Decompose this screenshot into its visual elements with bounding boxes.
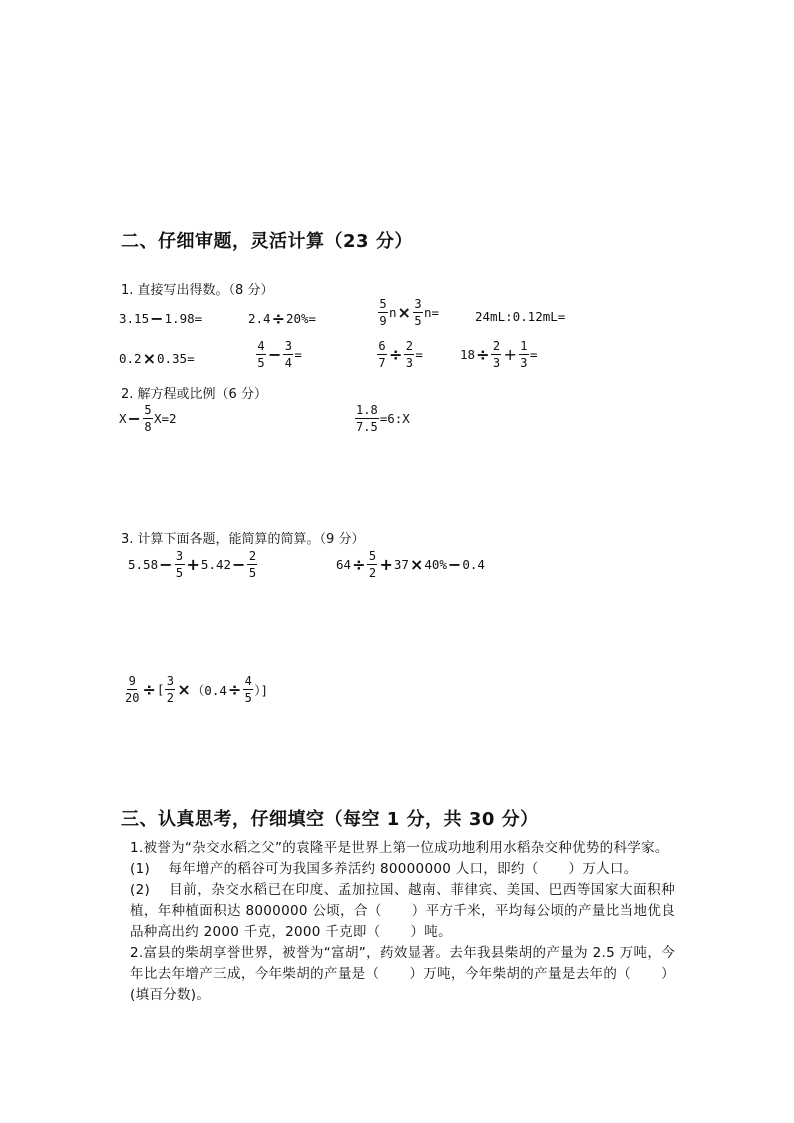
section3-body xyxy=(130,838,675,1006)
equals: = xyxy=(529,347,538,362)
calc-expr-5 xyxy=(119,349,195,368)
minus-sign: − xyxy=(127,409,141,428)
times-sign: × xyxy=(409,555,424,574)
equation-rest: =6:X xyxy=(379,411,410,426)
question-1-part-1: (1) 每年增产的稻谷可为我国多养活约 80000000 人口，即约（ ）万人口。 xyxy=(130,861,638,877)
calc-expr-2 xyxy=(248,309,316,328)
q1-heading: 1. 直接写出得数。（8 分） xyxy=(121,283,274,298)
divide-sign: ÷ xyxy=(271,309,285,328)
ratio-expression: 24mL:0.12mL= xyxy=(475,309,566,324)
number: 2.4 xyxy=(248,311,271,326)
equals: = xyxy=(294,347,302,362)
plus-sign: + xyxy=(379,555,393,574)
equation-2 xyxy=(354,404,410,433)
minus-sign: − xyxy=(447,555,462,574)
minus-sign: − xyxy=(159,555,173,574)
number: 1.98= xyxy=(164,311,203,326)
plus-sign: + xyxy=(503,345,517,364)
variable: X xyxy=(119,411,127,426)
times-sign: × xyxy=(397,303,411,322)
number: 37 xyxy=(393,557,409,572)
equation-1 xyxy=(119,404,177,433)
minus-sign: − xyxy=(268,345,282,364)
number: 64 xyxy=(336,557,352,572)
divide-sign: ÷ xyxy=(476,345,490,364)
fraction: $\frac{9}{20}$ xyxy=(125,674,140,705)
number: 5.42 xyxy=(200,557,232,572)
fraction: $\frac{2}{3}$ xyxy=(405,339,414,370)
question-1-intro: 1.被誉为“杂交水稻之父”的袁隆平是世界上第一位成功地利用水稻杂交种优势的科学家。 xyxy=(130,840,669,856)
divide-sign: ÷ xyxy=(389,345,403,364)
number: 0.2 xyxy=(119,351,142,366)
calc-expr-4 xyxy=(475,309,565,324)
fraction: $\frac{3}{2}$ xyxy=(166,674,174,705)
fraction: $\frac{4}{5}$ xyxy=(257,339,265,370)
equation-rest: X=2 xyxy=(153,411,177,426)
q2-heading: 2. 解方程或比例（6 分） xyxy=(121,387,267,402)
number: 40% xyxy=(424,557,447,572)
bracket: [ xyxy=(156,682,165,697)
variable: n= xyxy=(423,305,439,320)
calc-expr-3 xyxy=(377,298,439,327)
times-sign: × xyxy=(142,349,156,368)
variable: n xyxy=(389,305,397,320)
minus-sign: − xyxy=(232,555,246,574)
question-2: 2.富县的柴胡享誉世界，被誉为“富胡”，药效显著。去年我县柴胡的产量为 2.5 万吨，今年比去年增产三成，今年柴胡的产量是（ ）万吨，今年柴胡的产量是去年的（ ）(填百分数)。 xyxy=(130,945,675,1003)
question-1-part-2: (2) 目前，杂交水稻已在印度、孟加拉国、越南、菲律宾、美国、巴西等国家大面积种植，年种植面积达 8000000 公顷，合（ ）平方千米，平均每公顷的产量比当地优良品种高出约 2000 千克，2000 千克即（ ）吨。 xyxy=(130,882,675,940)
calc-expr-6 xyxy=(255,340,302,369)
fraction: $\frac{1}{3}$ xyxy=(520,339,528,370)
fraction: $\frac{6}{7}$ xyxy=(378,339,386,370)
times-sign: × xyxy=(177,680,191,699)
number: 5.58 xyxy=(128,557,159,572)
fraction: $\frac{3}{5}$ xyxy=(175,549,184,580)
number: （0.4 xyxy=(191,682,227,698)
simplify-expr-1 xyxy=(128,550,258,579)
fraction: $\frac{3}{4}$ xyxy=(284,339,293,370)
divide-sign: ÷ xyxy=(352,555,366,574)
number: 20%= xyxy=(285,311,317,326)
plus-sign: + xyxy=(186,555,200,574)
fraction: $\frac{2}{5}$ xyxy=(248,549,257,580)
calc-expr-1 xyxy=(119,309,202,328)
fraction: $\frac{2}{3}$ xyxy=(492,339,501,370)
section2-title: 二、仔细审题，灵活计算（23 分） xyxy=(121,231,413,252)
section3-title: 三、认真思考，仔细填空（每空 1 分，共 30 分） xyxy=(121,809,539,830)
divide-sign: ÷ xyxy=(142,680,156,699)
bracket: ）] xyxy=(254,682,269,698)
minus-sign: − xyxy=(150,309,164,328)
equals: = xyxy=(415,347,423,362)
simplify-expr-3 xyxy=(123,675,268,704)
simplify-expr-2 xyxy=(336,550,485,579)
fraction: $\frac{5}{9}$ xyxy=(379,297,387,328)
fraction: $\frac{1.8}{7.5}$ xyxy=(356,403,378,434)
number: 3.15 xyxy=(119,311,150,326)
q3-heading: 3. 计算下面各题，能简算的简算。（9 分） xyxy=(121,532,365,547)
fraction: $\frac{3}{5}$ xyxy=(414,297,422,328)
fraction: $\frac{5}{8}$ xyxy=(144,403,152,434)
divide-sign: ÷ xyxy=(227,680,242,699)
calc-expr-7 xyxy=(376,340,423,369)
number: 0.4 xyxy=(462,557,485,572)
calc-expr-8 xyxy=(460,340,537,369)
number: 0.35= xyxy=(156,351,195,366)
number: 18 xyxy=(460,347,476,362)
fraction: $\frac{5}{2}$ xyxy=(368,549,377,580)
fraction: $\frac{4}{5}$ xyxy=(244,674,252,705)
